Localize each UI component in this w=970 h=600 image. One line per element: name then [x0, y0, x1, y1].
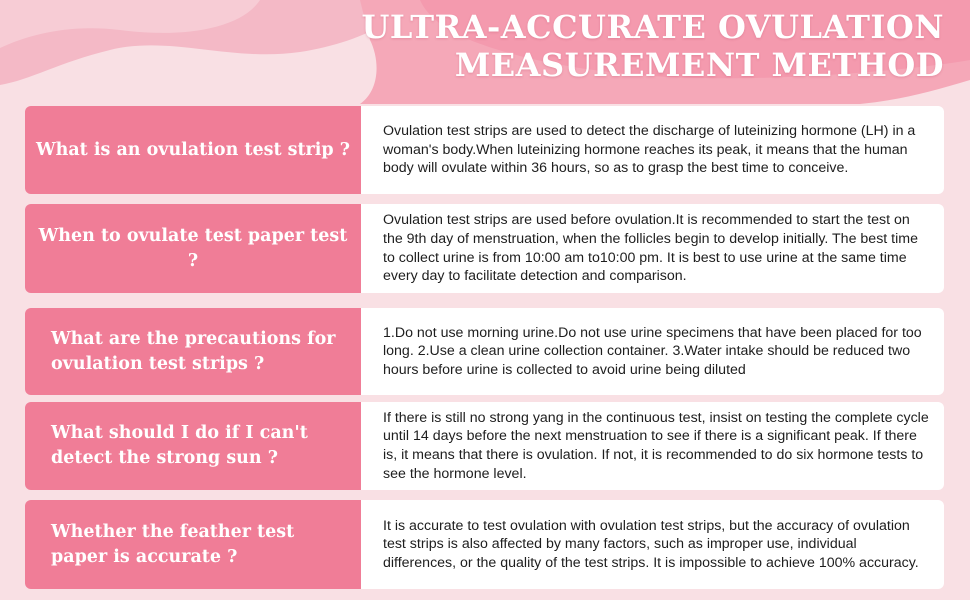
faq-row	[25, 106, 944, 194]
title-line-1: ULTRA-ACCURATE OVULATION	[361, 8, 944, 46]
faq-question: Whether the feather test paper is accurate ?	[25, 500, 361, 589]
faq-answer: Ovulation test strips are used before ovulation.It is recommended to start the test on the 9th day of menstruation, when the follicles begin to develop initially. The best time to collect urine is from 10:00 am to10:00 pm. It is best to use urine at the same time every day to facilitate detection and comparison.	[361, 204, 944, 293]
faq-answer: Ovulation test strips are used to detect the discharge of luteinizing hormone (LH) in a woman's body.When luteinizing hormone reaches its peak, it means that the human body will ovulate within 36 hours, so as to grasp the best time to conceive.	[361, 106, 944, 194]
faq-question: What are the precautions for ovulation test strips ?	[25, 308, 361, 395]
page-title	[361, 8, 944, 84]
faq-question: What should I do if I can't detect the strong sun ?	[25, 402, 361, 490]
faq-row	[25, 402, 944, 490]
faq-answer: 1.Do not use morning urine.Do not use urine specimens that have been placed for too long. 2.Use a clean urine collection container. 3.Water intake should be reduced two hours before urine is collected to avoid urine being diluted	[361, 308, 944, 395]
faq-row	[25, 308, 944, 395]
faq-row	[25, 500, 944, 589]
faq-question: What is an ovulation test strip ?	[25, 106, 361, 194]
faq-answer: It is accurate to test ovulation with ovulation test strips, but the accuracy of ovulation test strips is also affected by many factors, such as improper use, individual differences, or the quality of the test strips. It is impossible to achieve 100% accuracy.	[361, 500, 944, 589]
faq-question: When to ovulate test paper test ?	[25, 204, 361, 293]
title-line-2: MEASUREMENT METHOD	[454, 46, 944, 84]
faq-answer: If there is still no strong yang in the continuous test, insist on testing the complete cycle until 14 days before the next menstruation to see if there is a significant peak. If there is, it means that there is ovulation. If not, it is recommended to do six hormone tests to see the hormone level.	[361, 402, 944, 490]
faq-row	[25, 204, 944, 293]
